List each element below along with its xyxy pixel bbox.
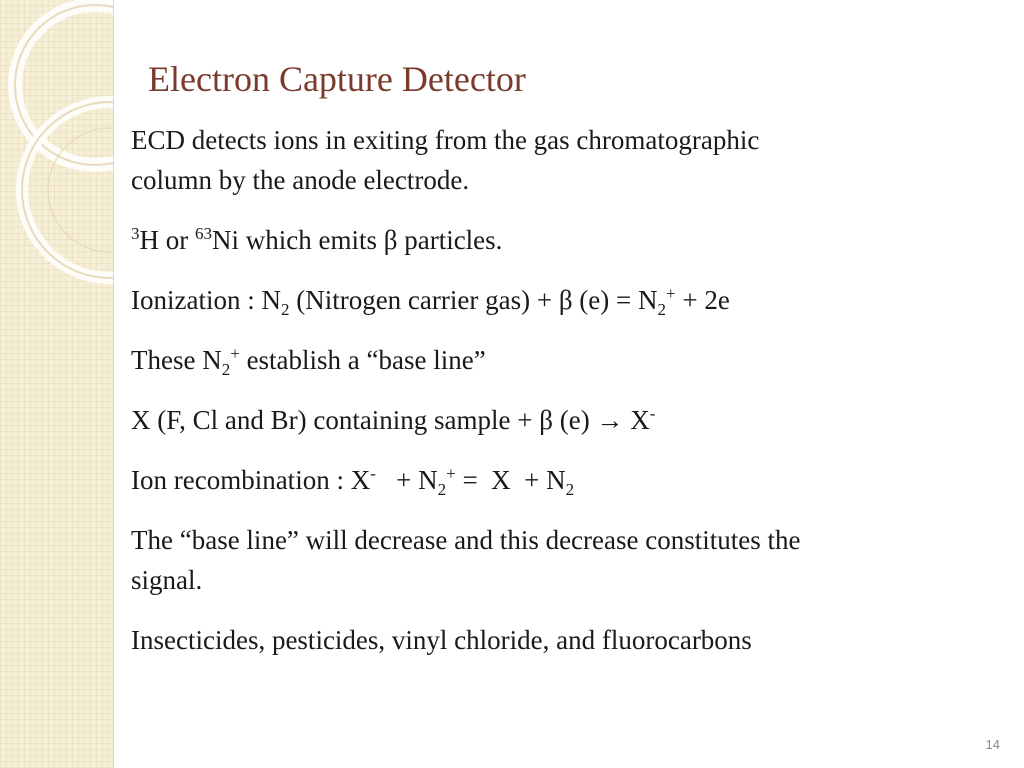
- text-line: signal.: [131, 565, 203, 595]
- paragraph-base-line: [131, 340, 991, 380]
- subscript: 2: [280, 300, 290, 319]
- subscript: 2: [437, 480, 447, 499]
- superscript: -: [649, 404, 656, 423]
- paragraph-ionization: [131, 280, 991, 320]
- superscript: +: [446, 464, 456, 483]
- text-line: ECD detects ions in exiting from the gas chromatographic: [131, 125, 760, 155]
- text-run: Ion recombination : X: [131, 465, 371, 495]
- superscript: +: [230, 344, 240, 363]
- text-line: The “base line” will decrease and this decrease constitutes the: [131, 525, 801, 555]
- paragraph-signal: [131, 520, 991, 600]
- slide-title: Electron Capture Detector: [148, 59, 526, 99]
- superscript: 63: [195, 224, 212, 243]
- paragraph-ecd-description: [131, 120, 991, 200]
- slide-body: [131, 120, 991, 680]
- paragraph-sample-capture: [131, 400, 991, 440]
- text-run: establish a “base line”: [239, 345, 486, 375]
- page-number: 14: [985, 737, 1000, 752]
- paragraph-sources: [131, 220, 991, 260]
- superscript: +: [666, 284, 676, 303]
- text-run: (Nitrogen carrier gas) + β (e) = N: [289, 285, 658, 315]
- paragraph-recombination: [131, 460, 991, 500]
- text-run: Ni which emits β particles.: [212, 225, 503, 255]
- text-line: column by the anode electrode.: [131, 165, 470, 195]
- text-run: + 2e: [675, 285, 730, 315]
- text-run: These N: [131, 345, 222, 375]
- text-run: H or: [139, 225, 195, 255]
- subscript: 2: [657, 300, 667, 319]
- text-run: Ionization : N: [131, 285, 281, 315]
- superscript: -: [370, 464, 376, 483]
- decorative-rings: [0, 0, 113, 768]
- subscript: 2: [565, 480, 575, 499]
- text-run: + N: [375, 465, 438, 495]
- superscript: 3: [131, 224, 140, 243]
- text-run: X (F, Cl and Br) containing sample + β (e) → X: [131, 405, 650, 435]
- decorative-side-panel: [0, 0, 114, 768]
- subscript: 2: [221, 360, 231, 379]
- text-run: = X + N: [455, 465, 566, 495]
- paragraph-applications: Insecticides, pesticides, vinyl chloride, and fluorocarbons: [131, 625, 752, 655]
